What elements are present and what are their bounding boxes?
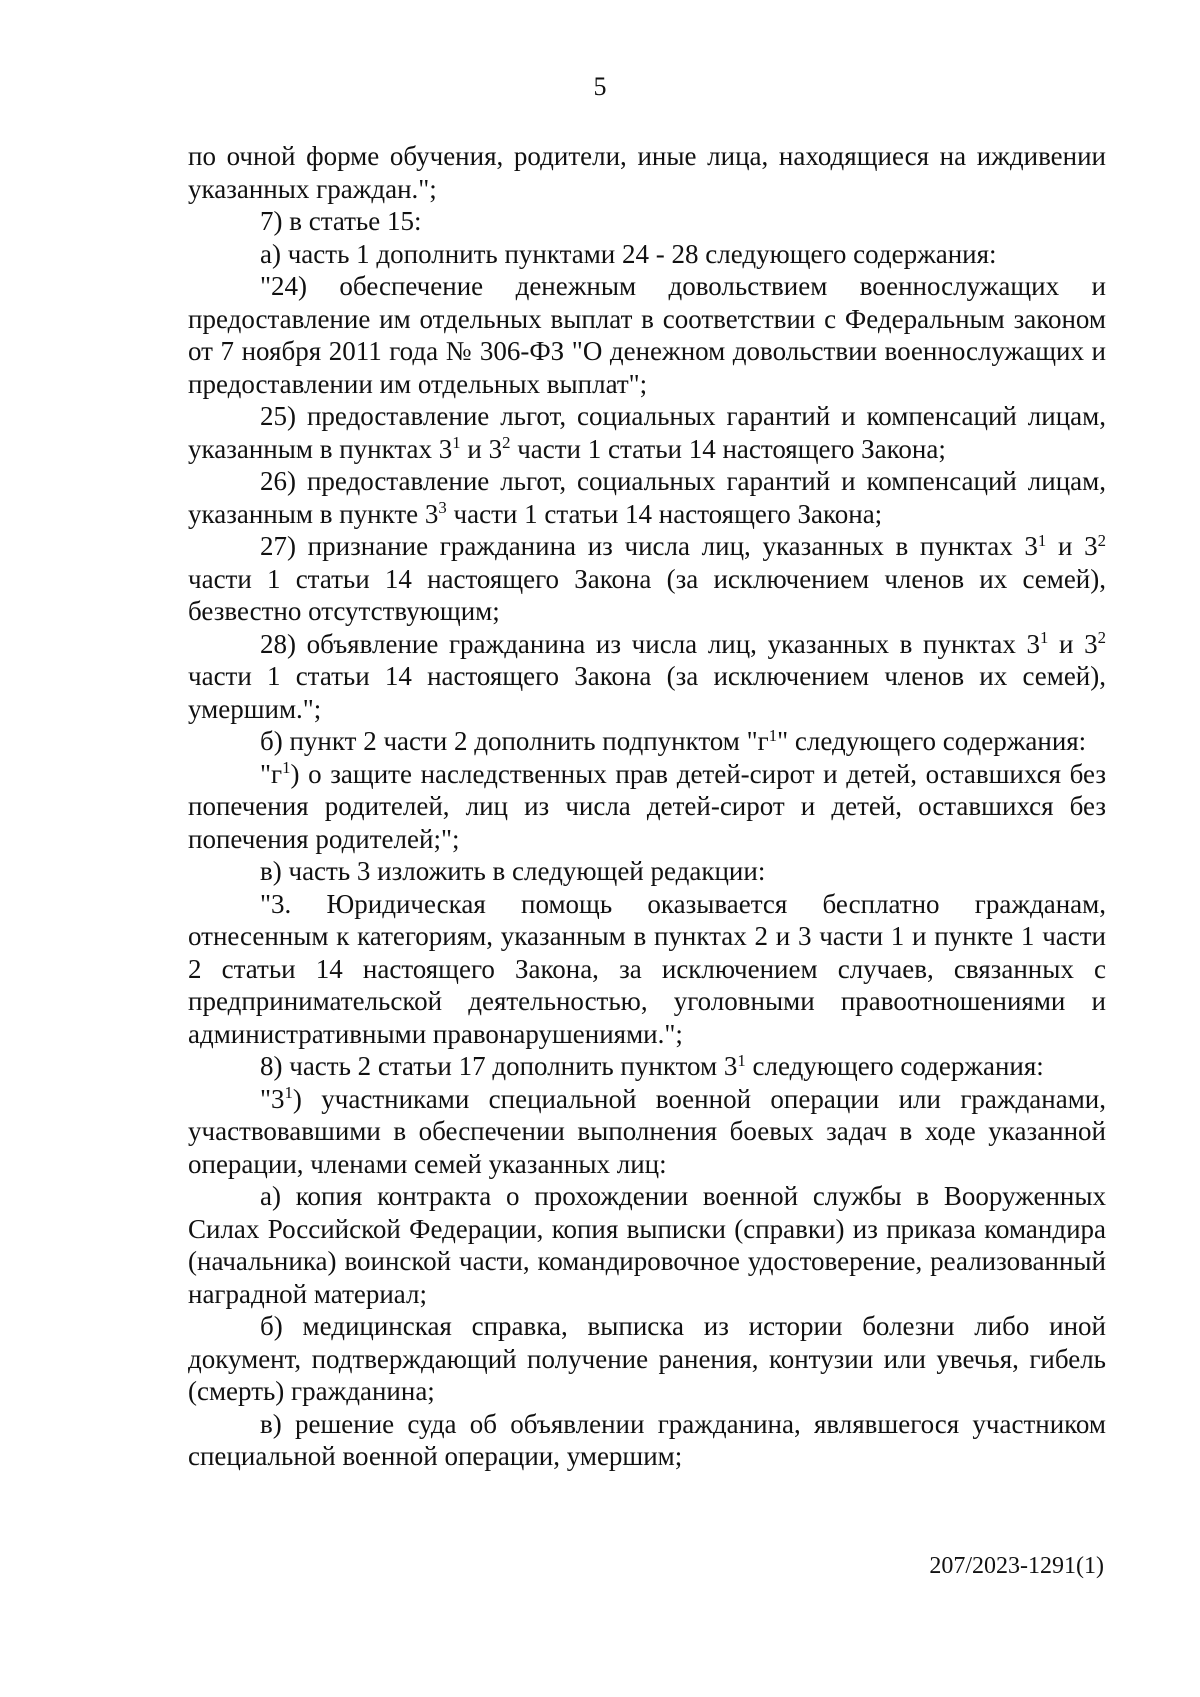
paragraph	[188, 1180, 1106, 1310]
paragraph	[188, 238, 1106, 271]
paragraph-text: ) участниками специальной военной операции или гражданами, участвовавшими в обеспечении выполнения боевых задач в ходе указанной операции, членами семей указанных лиц:	[188, 1083, 1106, 1179]
paragraph-text: б) медицинская справка, выписка из истории болезни либо иной документ, подтверждающий получение ранения, контузии или увечья, гибель (смерть) гражданина;	[188, 1311, 1106, 1406]
paragraph-text: и 3	[460, 433, 503, 464]
paragraph-text: 28) объявление гражданина из числа лиц, указанных в пунктах 3	[260, 628, 1040, 659]
document-code: 207/2023-1291(1)	[929, 1553, 1104, 1579]
superscript: 1	[1037, 530, 1047, 550]
paragraph-text: а) копия контракта о прохождении военной службы в Вооруженных Силах Российской Федерации, копия выписки (справки) из приказа командира (начальника) воинской части, командировочное удостоверение, реализованный наградной материал;	[188, 1181, 1106, 1309]
paragraph-text: части 1 статьи 14 настоящего Закона (за исключением членов их семей), умершим.";	[188, 661, 1106, 724]
paragraph	[188, 530, 1106, 628]
paragraph	[188, 1050, 1106, 1083]
paragraph-text: " следующего содержания:	[777, 726, 1087, 756]
paragraph-text: по очной форме обучения, родители, иные лица, находящиеся на иждивении указанных граждан.";	[188, 141, 1106, 204]
paragraph	[188, 140, 1106, 205]
paragraph-text: б) пункт 2 части 2 дополнить подпунктом "г	[260, 726, 769, 756]
superscript: 3	[438, 498, 447, 518]
paragraph-text: 7) в статье 15:	[260, 206, 422, 236]
paragraph	[188, 465, 1106, 530]
paragraph-text: следующего содержания:	[745, 1051, 1044, 1081]
paragraph-text: части 1 статьи 14 настоящего Закона (за исключением членов их семей), безвестно отсутствующим;	[188, 563, 1106, 626]
paragraph	[188, 1083, 1106, 1181]
superscript: 2	[1097, 530, 1106, 550]
superscript: 2	[1097, 628, 1107, 648]
paragraph-text: части 1 статьи 14 настоящего Закона;	[510, 433, 946, 464]
document-body	[188, 140, 1106, 1473]
paragraph-text: в) решение суда об объявлении гражданина, являвшегося участником специальной военной операции, умершим;	[188, 1408, 1106, 1471]
superscript: 1	[282, 758, 291, 778]
paragraph-text: части 1 статьи 14 настоящего Закона;	[446, 498, 883, 529]
paragraph	[188, 205, 1106, 238]
paragraph-text: 26) предоставление льгот, социальных гарантий и компенсаций лицам, указанным в пункте 3	[188, 466, 1106, 529]
paragraph-text: ) о защите наследственных прав детей-сирот и детей, оставшихся без попечения родителей, лиц из числа детей-сирот и детей, оставшихся без попечения родителей;";	[188, 758, 1106, 854]
paragraph	[188, 855, 1106, 888]
superscript: 1	[1039, 628, 1049, 648]
paragraph	[188, 400, 1106, 465]
paragraph	[188, 270, 1106, 400]
paragraph	[188, 1408, 1106, 1473]
superscript: 2	[502, 433, 511, 453]
superscript: 1	[284, 1083, 293, 1103]
paragraph	[188, 758, 1106, 856]
paragraph-text: "3	[260, 1083, 285, 1114]
superscript: 1	[737, 1050, 746, 1070]
paragraph-text: и 3	[1048, 628, 1098, 659]
paragraph-text: "г	[260, 758, 283, 789]
superscript: 1	[452, 433, 461, 453]
paragraph-text: 27) признание гражданина из числа лиц, указанных в пунктах 3	[260, 531, 1038, 561]
paragraph	[188, 1310, 1106, 1408]
superscript: 1	[768, 725, 778, 745]
paragraph-text: в) часть 3 изложить в следующей редакции:	[260, 856, 766, 886]
paragraph-text: "24) обеспечение денежным довольствием военнослужащих и предоставление им отдельных выплат в соответствии с Федеральным законом от 7 ноября 2011 года № 306-ФЗ "О денежном довольствии военнослужащих и предоставлении им отдельных выплат";	[188, 271, 1106, 399]
paragraph	[188, 888, 1106, 1051]
paragraph-text: 8) часть 2 статьи 17 дополнить пунктом 3	[260, 1051, 738, 1081]
paragraph-text: а) часть 1 дополнить пунктами 24 - 28 следующего содержания:	[260, 238, 997, 269]
paragraph-text: и 3	[1046, 531, 1098, 561]
page-number: 5	[593, 72, 607, 101]
paragraph-text: 25) предоставление льгот, социальных гарантий и компенсаций лицам, указанным в пунктах 3	[188, 401, 1106, 464]
paragraph-text: "3. Юридическая помощь оказывается бесплатно гражданам, отнесенным к категориям, указанным в пунктах 2 и 3 части 1 и пункте 1 части 2 статьи 14 настоящего Закона, за исключением случаев, связанных с предпринимательской деятельностью, уголовными правоотношениями и административными правонарушениями.";	[188, 888, 1106, 1049]
paragraph	[188, 725, 1106, 758]
paragraph	[188, 628, 1106, 726]
